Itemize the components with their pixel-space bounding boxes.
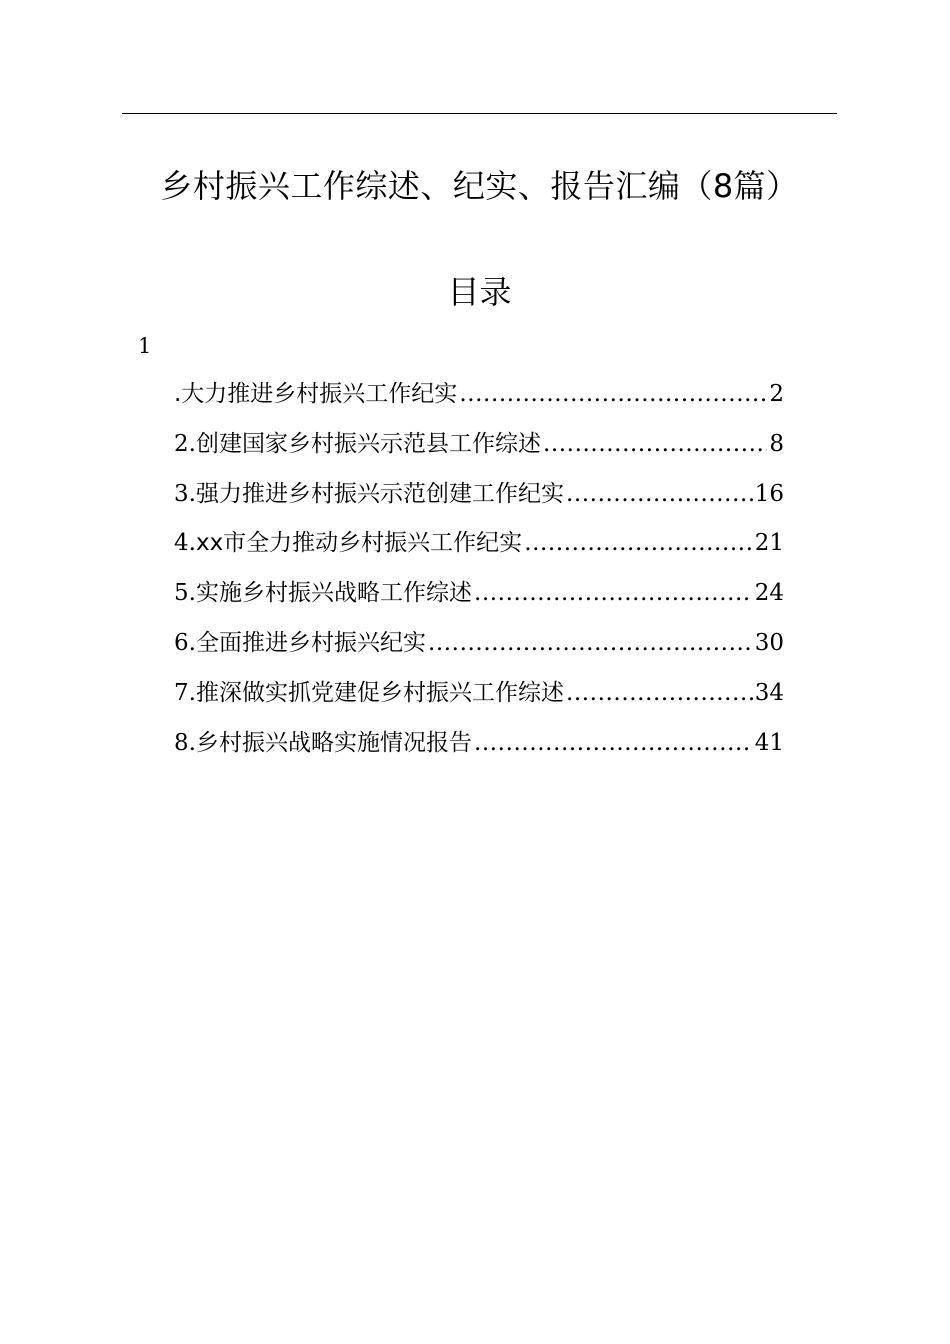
toc-dot-leader <box>566 677 753 709</box>
toc-entry-3[interactable] <box>174 478 784 528</box>
toc-dot-leader <box>543 428 767 460</box>
toc-dot-leader <box>566 478 753 510</box>
toc-page-number: 24 <box>754 580 784 607</box>
toc-entry-title: 实施乡村振兴战略工作综述 <box>195 580 472 607</box>
toc-page-number: 21 <box>754 530 784 557</box>
toc-entry-number: 2. <box>174 430 196 457</box>
toc-page-number: 2 <box>769 381 784 407</box>
toc-entry-number: 7. <box>174 679 196 706</box>
toc-page-number: 41 <box>754 729 784 756</box>
toc-dot-leader <box>459 378 767 410</box>
toc-entry-title: 乡村振兴战略实施情况报告 <box>195 729 472 756</box>
header-rule <box>122 113 837 114</box>
toc-entry-4[interactable] <box>174 527 784 577</box>
toc-entry-title: xx市全力推动乡村振兴工作纪实 <box>195 530 523 557</box>
toc-heading: 目录 <box>447 273 512 311</box>
toc-dot-leader <box>474 577 753 609</box>
toc-entry-8[interactable] <box>174 727 784 777</box>
toc-page-number: 16 <box>754 480 784 507</box>
toc-entry-number: 3. <box>174 480 196 507</box>
document-title: 乡村振兴工作综述、纪实、报告汇编（8篇） <box>160 167 799 205</box>
toc-dot-leader <box>428 627 753 659</box>
toc-entry-title: 创建国家乡村振兴示范县工作综述 <box>195 430 541 457</box>
toc-page-number: 30 <box>754 629 784 656</box>
toc-entry-5[interactable] <box>174 577 784 627</box>
toc-entry-6[interactable] <box>174 627 784 677</box>
toc-page-number: 34 <box>754 679 784 706</box>
toc-entry-title: 全面推进乡村振兴纪实 <box>195 629 426 656</box>
toc-page-number: 8 <box>769 430 784 457</box>
toc-entry-title: 推深做实抓党建促乡村振兴工作综述 <box>195 679 564 706</box>
toc-entry-7[interactable] <box>174 677 784 727</box>
toc-entry-number: 5. <box>174 580 196 607</box>
toc-entry-2[interactable] <box>174 428 784 478</box>
toc-entry-number: 8. <box>174 729 196 756</box>
toc-entry-title: 强力推进乡村振兴示范创建工作纪实 <box>195 480 564 507</box>
toc-entry-number: 6. <box>174 629 196 656</box>
toc-entry-1[interactable] <box>174 378 784 428</box>
toc-entry-title: .大力推进乡村振兴工作纪实 <box>174 381 458 407</box>
toc-entry-number: 4. <box>174 530 196 557</box>
list-number: 1 <box>138 334 152 358</box>
toc-dot-leader <box>474 727 753 759</box>
toc-dot-leader <box>524 527 753 559</box>
table-of-contents <box>174 378 784 776</box>
